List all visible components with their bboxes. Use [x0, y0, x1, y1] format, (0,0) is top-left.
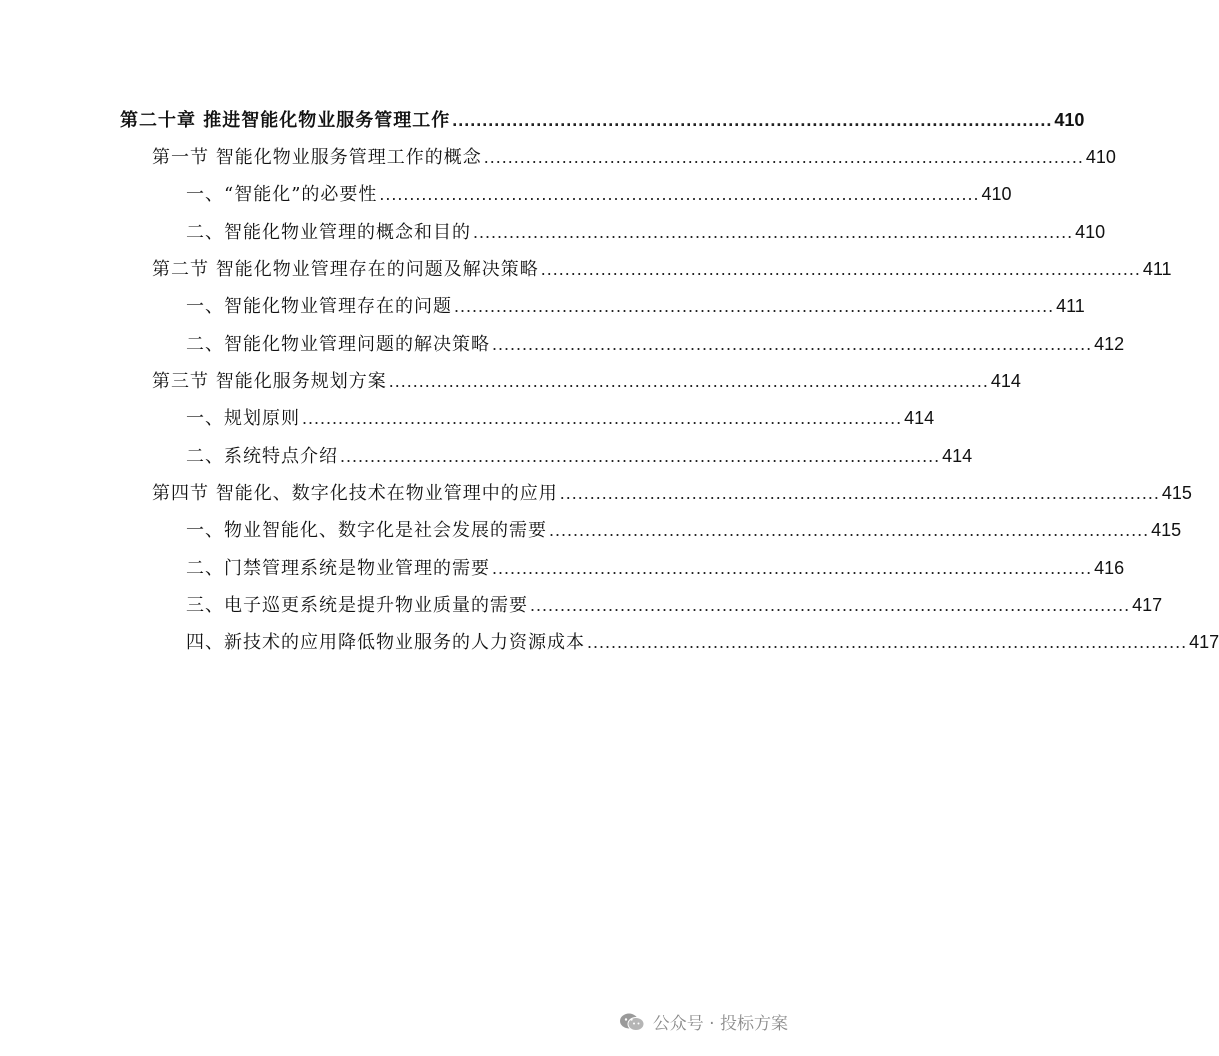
toc-dot-leader: ....................................................................................................: [492, 334, 1093, 354]
toc-entry-title: 二、门禁管理系统是物业管理的需要: [186, 558, 490, 579]
wechat-logo-icon: [619, 1012, 645, 1032]
toc-entry-item[interactable]: [186, 440, 973, 472]
toc-dot-leader: ....................................................................................................: [559, 483, 1160, 503]
toc-page-number: 410: [1075, 222, 1106, 242]
toc-page-number: 416: [1094, 558, 1125, 578]
watermark: [619, 1009, 788, 1034]
toc-entry-title: 第二十章 推进智能化物业服务管理工作: [120, 110, 451, 131]
toc-page-number: 410: [1085, 147, 1116, 167]
toc-entry-title: 二、智能化物业管理的概念和目的: [186, 222, 471, 243]
toc-entry-title: 二、系统特点介绍: [186, 446, 338, 467]
toc-page-number: 414: [942, 446, 973, 466]
toc-page-number: 411: [1056, 296, 1085, 316]
toc-entry-title: 四、新技术的应用降低物业服务的人力资源成本: [186, 632, 585, 653]
toc-entry-item[interactable]: [186, 626, 1219, 658]
toc-entry-item[interactable]: [186, 216, 1106, 248]
toc-dot-leader: ....................................................................................................: [302, 408, 903, 428]
toc-page-number: 415: [1161, 483, 1192, 503]
toc-entry-title: 第二节 智能化物业管理存在的问题及解决策略: [152, 259, 539, 280]
toc-page-number: 411: [1142, 259, 1172, 279]
toc-dot-leader: ....................................................................................................: [379, 184, 980, 204]
toc-entry-item[interactable]: [186, 178, 1012, 210]
toc-entry-title: 三、电子巡更系统是提升物业质量的需要: [186, 595, 528, 616]
toc-page-number: 417: [1189, 632, 1219, 652]
toc-entry-item[interactable]: [186, 514, 1182, 546]
toc-entry-section-2[interactable]: [152, 253, 1172, 285]
toc-page-number: 410: [1054, 110, 1085, 130]
toc-entry-item[interactable]: [186, 328, 1125, 360]
toc-entry-title: 第三节 智能化服务规划方案: [152, 371, 387, 392]
toc-entry-title: 一、“智能化”的必要性: [186, 184, 378, 205]
watermark-text: 公众号 · 投标方案: [652, 1014, 788, 1034]
toc-entry-title: 第四节 智能化、数字化技术在物业管理中的应用: [152, 483, 558, 504]
toc-dot-leader: ....................................................................................................: [340, 446, 941, 466]
toc-dot-leader: ....................................................................................................: [454, 296, 1055, 316]
toc-page-number: 414: [904, 408, 935, 428]
toc-entry-title: 第一节 智能化物业服务管理工作的概念: [152, 147, 482, 168]
toc-page-number: 415: [1151, 520, 1182, 540]
toc-dot-leader: ....................................................................................................: [473, 222, 1074, 242]
toc-entry-item[interactable]: [186, 402, 935, 434]
toc-entry-title: 一、规划原则: [186, 408, 300, 429]
toc-dot-leader: ....................................................................................................: [483, 147, 1084, 167]
toc-dot-leader: ....................................................................................................: [530, 595, 1131, 615]
toc-dot-leader: ....................................................................................................: [549, 520, 1150, 540]
toc-dot-leader: ....................................................................................................: [388, 371, 989, 391]
toc-dot-leader: ....................................................................................................: [452, 110, 1053, 130]
toc-page-number: 412: [1094, 334, 1125, 354]
toc-entry-title: 二、智能化物业管理问题的解决策略: [186, 334, 490, 355]
toc-entry-item[interactable]: [186, 290, 1085, 322]
toc-dot-leader: ....................................................................................................: [492, 558, 1093, 578]
toc-entry-item[interactable]: [186, 552, 1125, 584]
toc-page-number: 417: [1132, 595, 1163, 615]
toc-entry-title: 一、物业智能化、数字化是社会发展的需要: [186, 520, 547, 541]
toc-entry-item[interactable]: [186, 589, 1163, 621]
toc-page-number: 414: [990, 371, 1021, 391]
toc-entry-title: 一、智能化物业管理存在的问题: [186, 296, 452, 317]
toc-dot-leader: ....................................................................................................: [540, 259, 1141, 279]
toc-dot-leader: ....................................................................................................: [587, 632, 1188, 652]
toc-entry-chapter-20[interactable]: [120, 104, 1085, 136]
toc-page-number: 410: [981, 184, 1012, 204]
toc-entry-section-3[interactable]: [152, 365, 1021, 397]
toc-entry-section-4[interactable]: [152, 477, 1192, 509]
toc-entry-section-1[interactable]: [152, 141, 1116, 173]
